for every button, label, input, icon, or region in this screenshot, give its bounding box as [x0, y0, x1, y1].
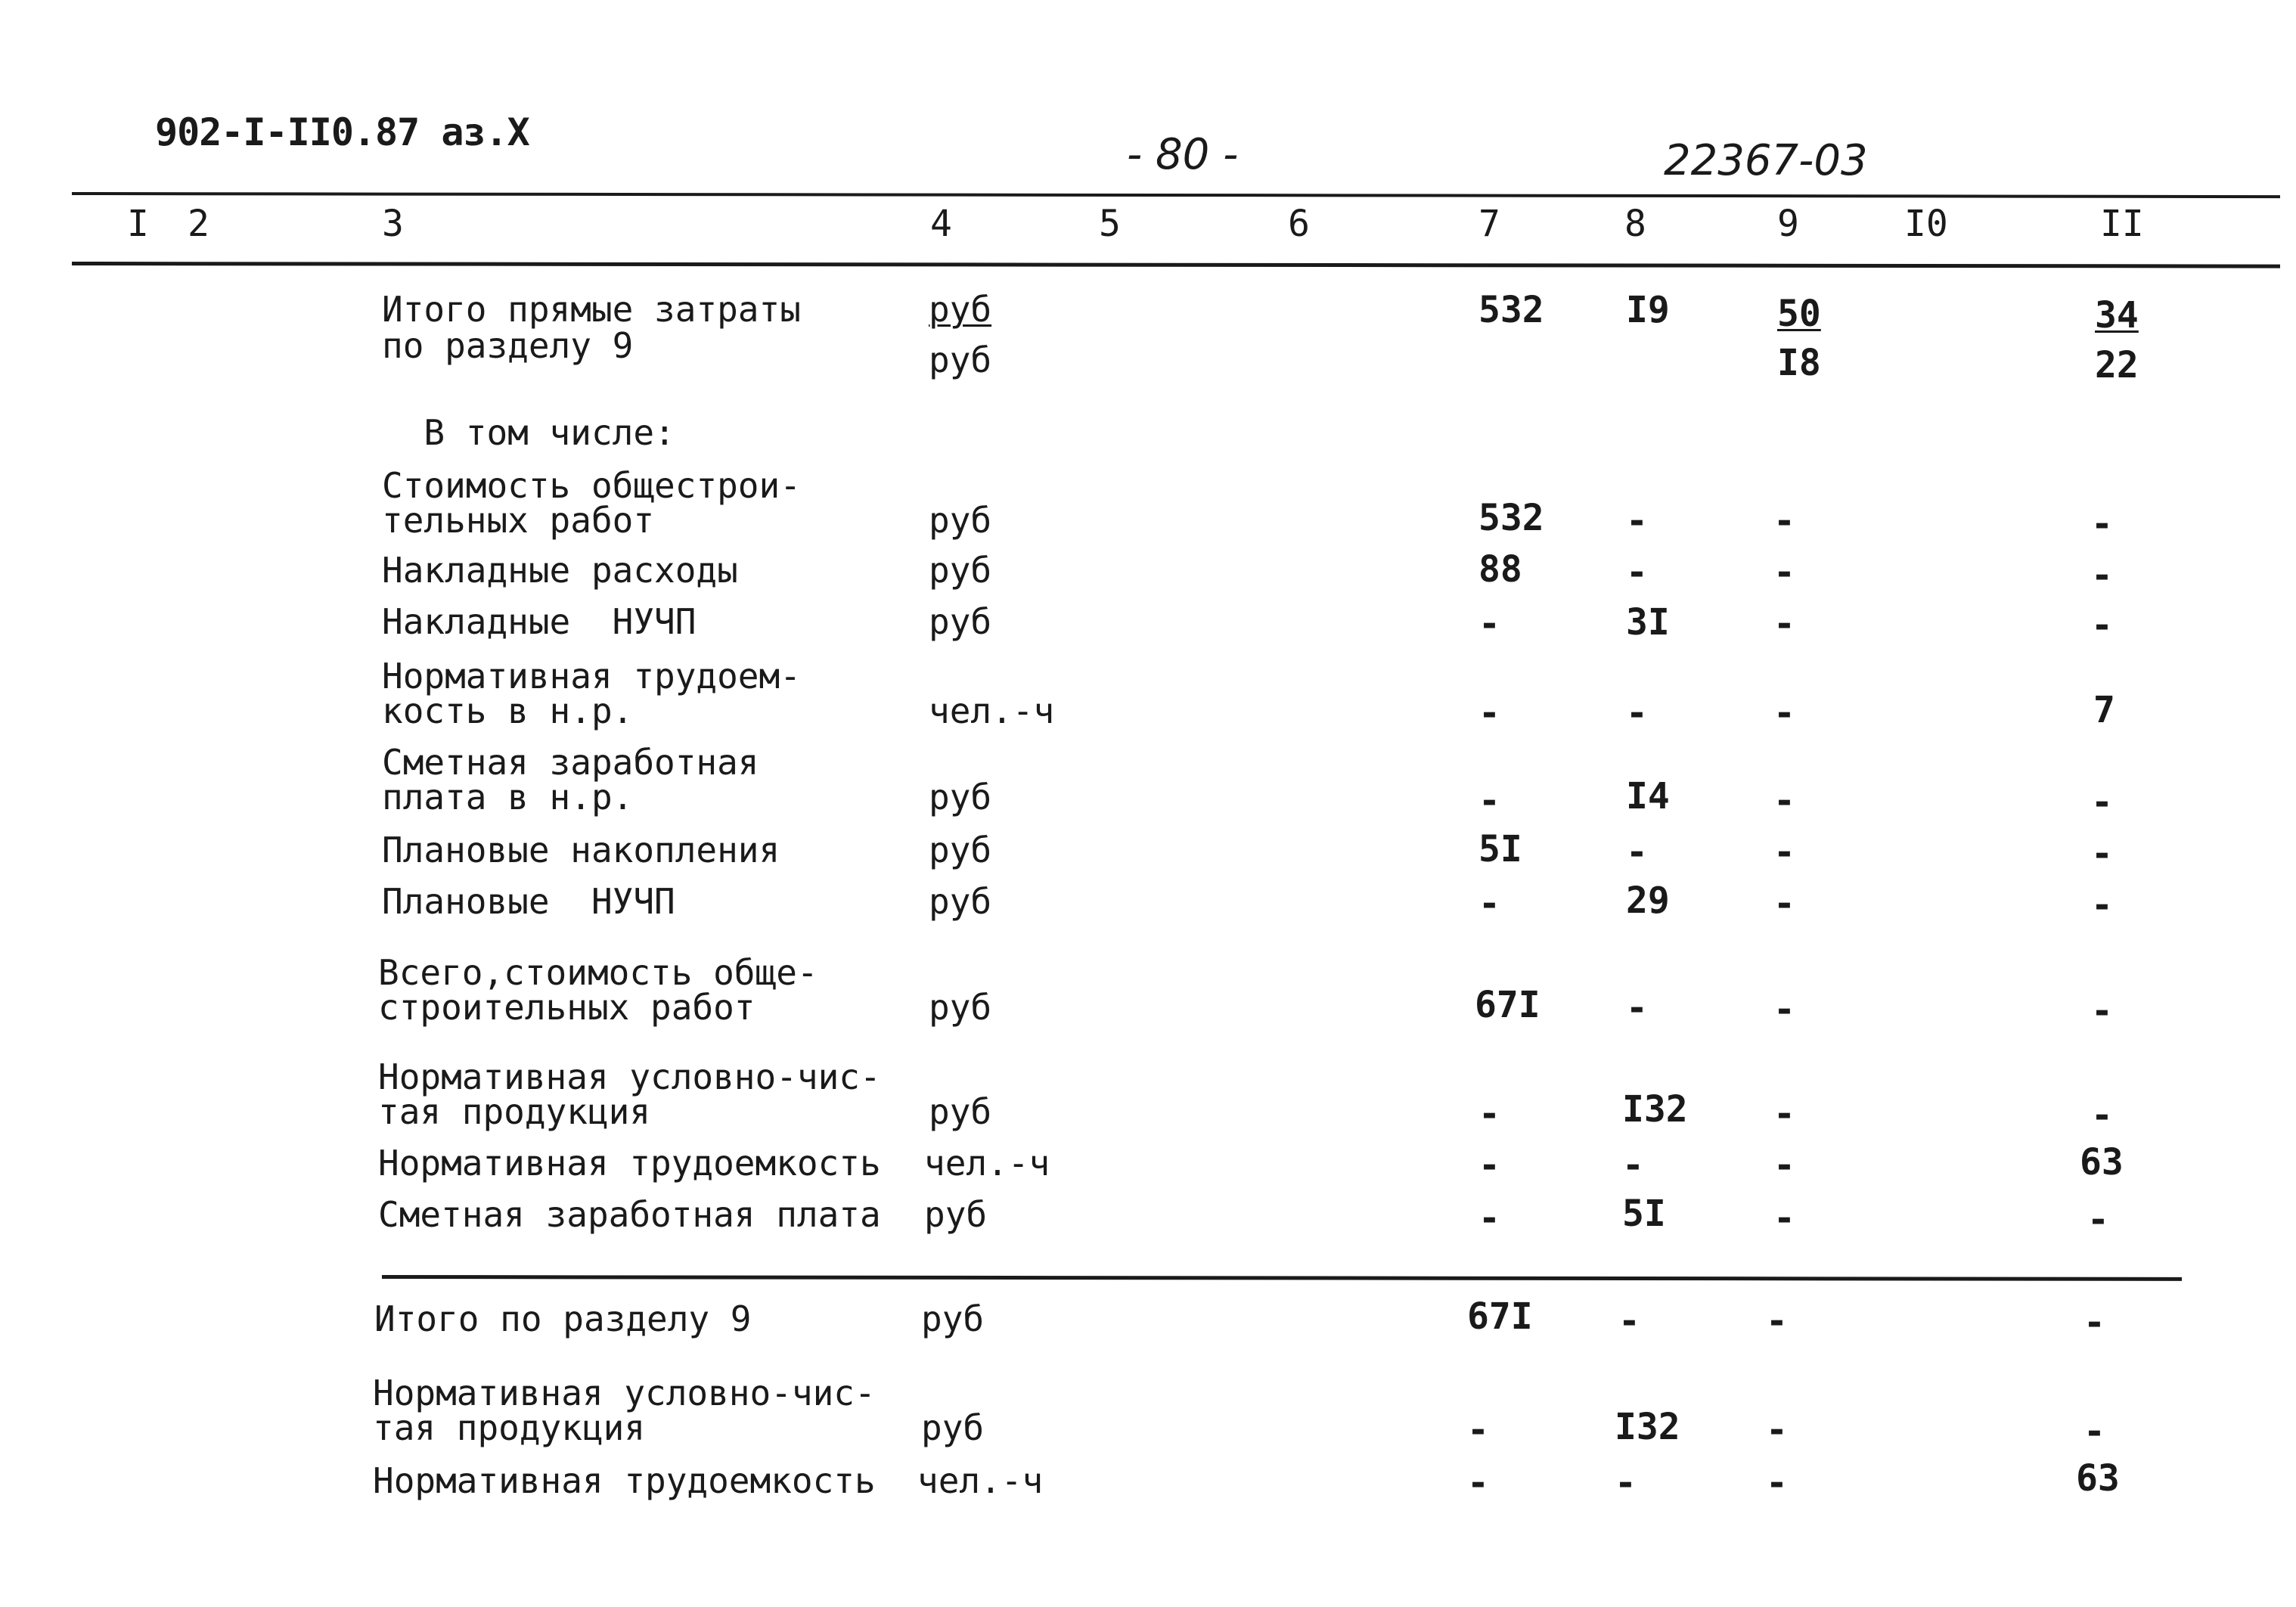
- cell-col8: -: [1626, 831, 1648, 873]
- row-label: Нормативная условно-чис-: [373, 1373, 876, 1413]
- cell-col9: -: [1773, 500, 1795, 542]
- row-label: Накладные расходы: [382, 550, 738, 591]
- row-unit: руб: [929, 340, 992, 380]
- section-total-label: Итого по разделу 9: [374, 1298, 752, 1339]
- cell-col8: -: [1622, 1144, 1644, 1187]
- cell-col11: 7: [2093, 689, 2115, 731]
- cell-col7: -: [1478, 883, 1500, 925]
- row-label: Стоимость общестрои-: [382, 465, 801, 506]
- cell-col7: 532: [1478, 497, 1544, 539]
- cell-col9: -: [1773, 551, 1795, 594]
- row-unit: руб: [929, 1091, 992, 1132]
- section-total-rule: [382, 1275, 2182, 1281]
- column-header: 5: [1099, 203, 1121, 245]
- row-unit: руб: [924, 1194, 988, 1235]
- cell-col8: -: [1626, 551, 1648, 594]
- cell-col11-denominator: 22: [2095, 344, 2139, 386]
- column-header: 3: [382, 203, 404, 245]
- cell-col8: I9: [1626, 289, 1670, 331]
- row-label: Накладные НУЧП: [382, 601, 697, 642]
- cell-col9: -: [1773, 692, 1795, 734]
- cell-col9: -: [1773, 1197, 1795, 1239]
- cell-col7: -: [1478, 780, 1500, 822]
- row-unit: руб: [929, 830, 992, 870]
- row-label: Нормативная трудоемкость: [373, 1460, 876, 1501]
- row-label: Нормативная трудоемкость: [378, 1143, 881, 1184]
- row-label: по разделу 9: [382, 325, 634, 366]
- cell-col11-numerator: 34: [2095, 294, 2139, 337]
- cell-col11: -: [2091, 1094, 2113, 1137]
- top-rule: [72, 192, 2280, 198]
- cell-col8: -: [1626, 500, 1648, 542]
- cell-col8: -: [1626, 692, 1648, 734]
- cell-col7: -: [1478, 692, 1500, 734]
- column-header: 2: [188, 203, 209, 245]
- row-unit: руб: [921, 1407, 985, 1448]
- cell-col9: -: [1773, 831, 1795, 873]
- cell-col11: -: [2083, 1301, 2105, 1344]
- cell-col8: I32: [1622, 1088, 1688, 1131]
- cell-col11: -: [2087, 1199, 2109, 1241]
- cell-col11: 63: [2076, 1457, 2120, 1500]
- cell-col9: -: [1766, 1409, 1788, 1451]
- cell-col11: -: [2091, 833, 2113, 875]
- column-header: I0: [1904, 203, 1948, 245]
- cell-col11: -: [2091, 781, 2113, 824]
- cell-col7: 88: [1478, 548, 1522, 591]
- cell-col8: I4: [1626, 775, 1670, 817]
- cell-col7: 67I: [1475, 984, 1540, 1026]
- row-label: тельных работ: [382, 500, 655, 541]
- cell-col11: -: [2083, 1410, 2105, 1453]
- cell-col7: 532: [1478, 289, 1544, 331]
- cell-col7: -: [1478, 1197, 1500, 1239]
- cell-col9: -: [1773, 883, 1795, 925]
- row-label: тая продукция: [373, 1407, 646, 1448]
- cell-col7: 67I: [1467, 1295, 1533, 1338]
- row-label: плата в н.р.: [382, 777, 634, 817]
- cell-col7: -: [1467, 1462, 1489, 1504]
- row-unit: чел.-ч: [917, 1460, 1044, 1501]
- row-unit: чел.-ч: [924, 1143, 1050, 1184]
- column-header: 9: [1777, 203, 1799, 245]
- row-label: тая продукция: [378, 1091, 651, 1132]
- cell-col11: -: [2091, 503, 2113, 545]
- row-unit: чел.-ч: [929, 690, 1055, 731]
- document-number: 22367-03: [1664, 136, 1868, 185]
- row-label: Всего,стоимость обще-: [378, 952, 818, 993]
- cell-col8: -: [1618, 1300, 1640, 1342]
- cell-col9: -: [1773, 1144, 1795, 1187]
- cell-col7: -: [1478, 1144, 1500, 1187]
- column-header: 8: [1624, 203, 1646, 245]
- column-header: 6: [1288, 203, 1310, 245]
- cell-col8: I32: [1615, 1406, 1680, 1448]
- row-label: строительных работ: [378, 987, 756, 1028]
- row-unit: руб: [929, 500, 992, 541]
- cell-col7: 5I: [1478, 828, 1522, 870]
- cell-col7: -: [1478, 1093, 1500, 1135]
- cell-col11: -: [2091, 990, 2113, 1032]
- cell-col8: 5I: [1622, 1193, 1666, 1235]
- cell-col8: -: [1615, 1462, 1637, 1504]
- row-unit: руб: [929, 987, 992, 1028]
- cell-col9-denominator: I8: [1777, 342, 1821, 384]
- row-unit: руб: [921, 1298, 985, 1339]
- row-label: Нормативная условно-чис-: [378, 1056, 881, 1097]
- page-number: - 80 -: [1127, 130, 1239, 179]
- cell-col7: -: [1478, 603, 1500, 645]
- row-label: кость в н.р.: [382, 690, 634, 731]
- row-unit: руб: [929, 777, 992, 817]
- cell-col11: -: [2091, 604, 2113, 647]
- row-unit: руб: [929, 601, 992, 642]
- row-unit: руб: [929, 550, 992, 591]
- cell-col9: -: [1773, 603, 1795, 645]
- column-header: I: [127, 203, 149, 245]
- cell-col9: -: [1766, 1300, 1788, 1342]
- document-code: 902-I-II0.87 аз.X: [155, 110, 529, 154]
- column-header: II: [2100, 203, 2144, 245]
- row-label: В том числе:: [382, 412, 675, 453]
- row-label: Сметная заработная плата: [378, 1194, 881, 1235]
- cell-col9: -: [1773, 988, 1795, 1031]
- row-label: Итого прямые затраты: [382, 289, 801, 330]
- cell-col11: -: [2091, 884, 2113, 926]
- column-header: 7: [1478, 203, 1500, 245]
- cell-col9: -: [1766, 1462, 1788, 1504]
- column-header: 4: [930, 203, 952, 245]
- row-unit: руб: [929, 881, 992, 922]
- row-label: Сметная заработная: [382, 742, 759, 783]
- cell-col7: -: [1467, 1409, 1489, 1451]
- cell-col9-numerator: 50: [1777, 293, 1821, 335]
- cell-col8: 3I: [1626, 601, 1670, 644]
- cell-col11: 63: [2080, 1141, 2124, 1184]
- row-label: Нормативная трудоем-: [382, 656, 801, 696]
- header-rule: [72, 262, 2280, 268]
- cell-col8: 29: [1626, 880, 1670, 922]
- cell-col9: -: [1773, 1093, 1795, 1135]
- cell-col8: -: [1626, 987, 1648, 1029]
- row-unit: руб: [929, 289, 992, 330]
- row-label: Плановые НУЧП: [382, 881, 675, 922]
- cell-col9: -: [1773, 780, 1795, 822]
- row-label: Плановые накопления: [382, 830, 780, 870]
- cell-col11: -: [2091, 554, 2113, 597]
